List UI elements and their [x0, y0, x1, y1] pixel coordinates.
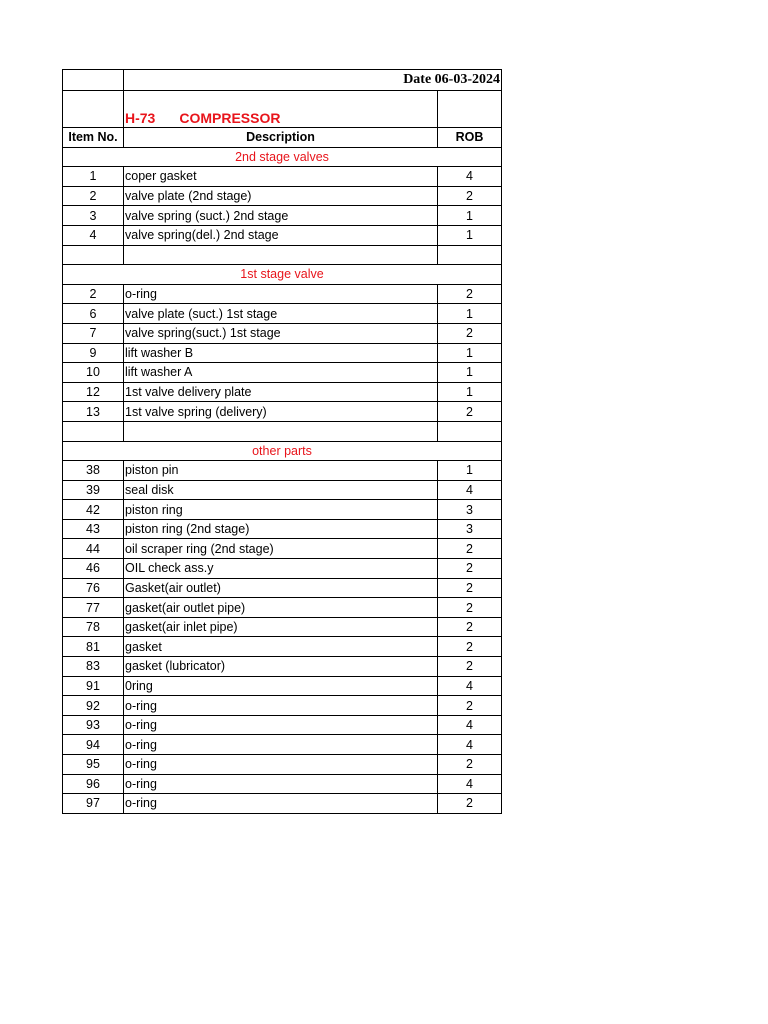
- description-cell: oil scraper ring (2nd stage): [124, 539, 438, 559]
- rob-cell: 2: [438, 755, 502, 775]
- item-no-cell: 39: [63, 480, 124, 500]
- rob-cell: 2: [438, 284, 502, 304]
- description-cell: 1st valve spring (delivery): [124, 402, 438, 422]
- rob-cell: 4: [438, 480, 502, 500]
- report-date: Date 06-03-2024: [124, 70, 502, 91]
- section-header-row: [63, 441, 502, 461]
- rob-cell: 2: [438, 657, 502, 677]
- item-no-cell: 10: [63, 363, 124, 383]
- empty-cell: [63, 421, 124, 441]
- description-cell: gasket (lubricator): [124, 657, 438, 677]
- item-no-cell: 4: [63, 225, 124, 245]
- item-no-cell: 77: [63, 598, 124, 618]
- table-row: [63, 519, 502, 539]
- description-cell: piston ring (2nd stage): [124, 519, 438, 539]
- empty-cell: [124, 245, 438, 265]
- table-row: [63, 284, 502, 304]
- section-header-row: [63, 265, 502, 285]
- equipment-name: COMPRESSOR: [179, 110, 281, 126]
- table-row: [63, 559, 502, 579]
- rob-cell: 1: [438, 343, 502, 363]
- description-cell: o-ring: [124, 696, 438, 716]
- table-row: [63, 598, 502, 618]
- item-no-cell: 83: [63, 657, 124, 677]
- table-row: [63, 539, 502, 559]
- description-cell: OIL check ass.y: [124, 559, 438, 579]
- rob-cell: 2: [438, 617, 502, 637]
- item-no-cell: 1: [63, 167, 124, 187]
- table-body: [63, 70, 502, 814]
- table-row: [63, 578, 502, 598]
- item-no-cell: 38: [63, 461, 124, 481]
- item-no-cell: 96: [63, 774, 124, 794]
- description-cell: gasket(air inlet pipe): [124, 617, 438, 637]
- table-row: [63, 676, 502, 696]
- section-title: 2nd stage valves: [63, 147, 502, 167]
- rob-header: ROB: [438, 128, 502, 148]
- table-row: [63, 206, 502, 226]
- table-row: [63, 304, 502, 324]
- description-cell: gasket(air outlet pipe): [124, 598, 438, 618]
- table-row: [63, 343, 502, 363]
- rob-cell: 2: [438, 559, 502, 579]
- description-header: Description: [124, 128, 438, 148]
- item-no-cell: 97: [63, 794, 124, 814]
- item-no-cell: 91: [63, 676, 124, 696]
- item-no-cell: 44: [63, 539, 124, 559]
- table-row: [63, 657, 502, 677]
- item-no-cell: 42: [63, 500, 124, 520]
- column-header-row: [63, 128, 502, 148]
- description-cell: valve spring(suct.) 1st stage: [124, 323, 438, 343]
- table-row: [63, 323, 502, 343]
- table-row: [63, 774, 502, 794]
- rob-cell: 1: [438, 304, 502, 324]
- item-no-cell: 2: [63, 186, 124, 206]
- empty-cell: [124, 421, 438, 441]
- rob-cell: 2: [438, 402, 502, 422]
- item-no-cell: 93: [63, 715, 124, 735]
- description-cell: valve plate (suct.) 1st stage: [124, 304, 438, 324]
- rob-cell: 2: [438, 637, 502, 657]
- table-row: [63, 225, 502, 245]
- blank-row: [63, 421, 502, 441]
- item-no-cell: 78: [63, 617, 124, 637]
- parts-inventory-table: [62, 69, 502, 814]
- table-row: [63, 715, 502, 735]
- empty-cell: [438, 421, 502, 441]
- description-cell: lift washer B: [124, 343, 438, 363]
- table-row: [63, 363, 502, 383]
- equipment-title: [124, 91, 438, 128]
- section-title: 1st stage valve: [63, 265, 502, 285]
- description-cell: Gasket(air outlet): [124, 578, 438, 598]
- table-row: [63, 186, 502, 206]
- description-cell: o-ring: [124, 794, 438, 814]
- description-cell: seal disk: [124, 480, 438, 500]
- rob-cell: 3: [438, 519, 502, 539]
- rob-cell: 1: [438, 363, 502, 383]
- description-cell: piston ring: [124, 500, 438, 520]
- item-no-cell: 81: [63, 637, 124, 657]
- empty-cell: [63, 245, 124, 265]
- item-no-cell: 76: [63, 578, 124, 598]
- rob-cell: 2: [438, 578, 502, 598]
- empty-cell: [63, 70, 124, 91]
- table-row: [63, 735, 502, 755]
- item-no-cell: 46: [63, 559, 124, 579]
- table-row: [63, 382, 502, 402]
- description-cell: o-ring: [124, 755, 438, 775]
- description-cell: lift washer A: [124, 363, 438, 383]
- rob-cell: 2: [438, 696, 502, 716]
- table-row: [63, 794, 502, 814]
- rob-cell: 4: [438, 715, 502, 735]
- table-row: [63, 696, 502, 716]
- rob-cell: 1: [438, 206, 502, 226]
- description-cell: valve spring(del.) 2nd stage: [124, 225, 438, 245]
- rob-cell: 4: [438, 774, 502, 794]
- item-no-cell: 7: [63, 323, 124, 343]
- empty-cell: [438, 245, 502, 265]
- item-no-header: Item No.: [63, 128, 124, 148]
- item-no-cell: 43: [63, 519, 124, 539]
- rob-cell: 4: [438, 735, 502, 755]
- description-cell: gasket: [124, 637, 438, 657]
- item-no-cell: 13: [63, 402, 124, 422]
- rob-cell: 3: [438, 500, 502, 520]
- item-no-cell: 94: [63, 735, 124, 755]
- table-row: [63, 461, 502, 481]
- rob-cell: 1: [438, 225, 502, 245]
- rob-cell: 2: [438, 323, 502, 343]
- item-no-cell: 9: [63, 343, 124, 363]
- table-row: [63, 755, 502, 775]
- rob-cell: 2: [438, 598, 502, 618]
- rob-cell: 2: [438, 539, 502, 559]
- description-cell: o-ring: [124, 715, 438, 735]
- table-row: [63, 637, 502, 657]
- description-cell: o-ring: [124, 284, 438, 304]
- description-cell: piston pin: [124, 461, 438, 481]
- description-cell: o-ring: [124, 774, 438, 794]
- item-no-cell: 95: [63, 755, 124, 775]
- empty-cell: [63, 91, 124, 128]
- description-cell: o-ring: [124, 735, 438, 755]
- blank-row: [63, 245, 502, 265]
- section-header-row: [63, 147, 502, 167]
- table-row: [63, 167, 502, 187]
- rob-cell: 4: [438, 676, 502, 696]
- description-cell: coper gasket: [124, 167, 438, 187]
- rob-cell: 2: [438, 794, 502, 814]
- item-no-cell: 3: [63, 206, 124, 226]
- description-cell: valve spring (suct.) 2nd stage: [124, 206, 438, 226]
- description-cell: 0ring: [124, 676, 438, 696]
- section-title: other parts: [63, 441, 502, 461]
- rob-cell: 2: [438, 186, 502, 206]
- table-row: [63, 480, 502, 500]
- empty-cell: [438, 91, 502, 128]
- item-no-cell: 2: [63, 284, 124, 304]
- table-row: [63, 402, 502, 422]
- table-row: [63, 500, 502, 520]
- rob-cell: 1: [438, 461, 502, 481]
- equipment-code: H-73: [125, 110, 156, 126]
- item-no-cell: 12: [63, 382, 124, 402]
- description-cell: valve plate (2nd stage): [124, 186, 438, 206]
- title-row: [63, 91, 502, 128]
- table-row: [63, 617, 502, 637]
- item-no-cell: 6: [63, 304, 124, 324]
- description-cell: 1st valve delivery plate: [124, 382, 438, 402]
- rob-cell: 1: [438, 382, 502, 402]
- rob-cell: 4: [438, 167, 502, 187]
- item-no-cell: 92: [63, 696, 124, 716]
- date-row: [63, 70, 502, 91]
